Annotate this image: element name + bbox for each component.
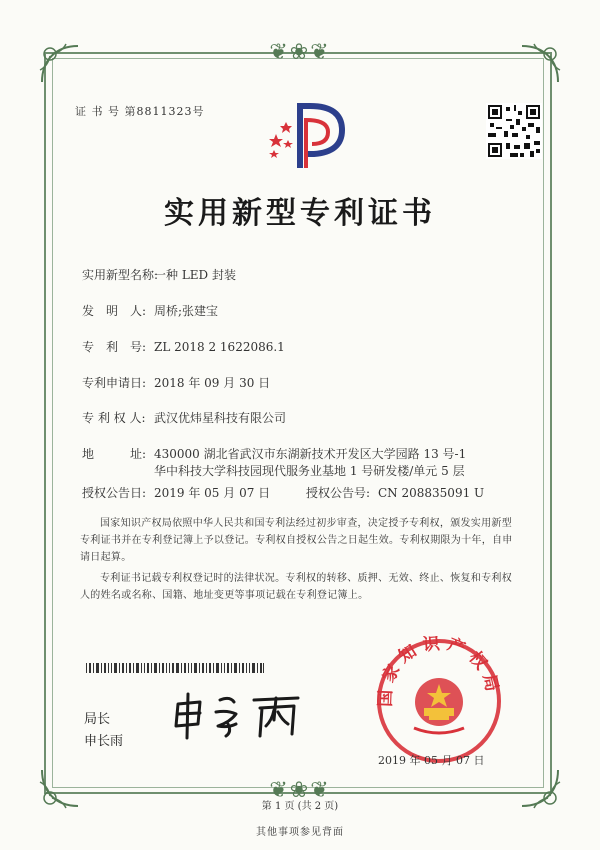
field-label: 专利申请日: xyxy=(82,376,147,390)
corner-ornament-icon xyxy=(36,40,84,88)
field-label: 专 利 权 人: xyxy=(82,411,146,425)
official-title: 局长 xyxy=(84,712,111,727)
field-value: 周桥;张建宝 xyxy=(154,304,219,318)
field-label: 发 明 人: xyxy=(82,304,147,318)
field-label: 授权公告日: xyxy=(82,486,147,500)
field-value: 一种 LED 封装 xyxy=(154,268,236,282)
field-grant-date xyxy=(82,484,270,501)
field-value: 2018 年 09 月 30 日 xyxy=(154,376,271,390)
field-label: 授权公告号: xyxy=(306,486,371,500)
official-seal-icon xyxy=(374,636,504,766)
field-value: 武汉优炜星科技有限公司 xyxy=(154,411,287,425)
seal-text: 国家知识产权局 xyxy=(375,636,503,708)
field-value: 2019 年 05 月 07 日 xyxy=(154,486,271,500)
field-label: 地 址: xyxy=(82,447,147,461)
field-value: 华中科技大学科技园现代服务业基地 1 号研发楼/单元 5 层 xyxy=(154,464,465,478)
page-number: 第 1 页 (共 2 页) xyxy=(261,801,339,812)
field-utility-model-name xyxy=(82,266,236,283)
field-value: CN 208835091 U xyxy=(378,486,485,500)
certificate-number: 证 书 号 第8811323号 xyxy=(75,105,205,118)
footer-note: 其他事项参见背面 xyxy=(256,827,344,838)
barcode-icon xyxy=(86,658,264,668)
seal-date: 2019 年 05 月 07 日 xyxy=(378,754,485,767)
field-address xyxy=(82,445,466,462)
field-value: 430000 湖北省武汉市东湖新技术开发区大学园路 13 号-1 xyxy=(154,447,467,461)
official-name: 申长雨 xyxy=(84,734,124,749)
field-label: 实用新型名称: xyxy=(82,268,159,282)
field-address-line2 xyxy=(154,462,465,479)
field-inventor xyxy=(82,302,218,319)
certificate-title: 实用新型专利证书 xyxy=(164,196,436,231)
field-label: 专 利 号: xyxy=(82,340,147,354)
field-patent-number xyxy=(82,338,285,355)
bottom-ornament-icon: ❦❀❦ xyxy=(269,778,331,803)
field-grant-number xyxy=(306,484,484,501)
field-value: ZL 2018 2 1622086.1 xyxy=(154,340,285,354)
corner-ornament-icon xyxy=(516,40,564,88)
handwritten-signature-icon xyxy=(170,690,315,740)
top-ornament-icon: ❦❀❦ xyxy=(269,40,331,65)
legal-paragraph: 专利证书记载专利权登记时的法律状况。专利权的转移、质押、无效、终止、恢复和专利权人的姓名或名称、国籍、地址变更等事项记载在专利登记簿上。 xyxy=(80,573,512,601)
field-filing-date xyxy=(82,374,270,391)
cnipa-logo-icon xyxy=(262,100,352,170)
field-patentee xyxy=(82,409,286,426)
qr-code-icon xyxy=(486,103,542,159)
legal-paragraph: 国家知识产权局依照中华人民共和国专利法经过初步审查，决定授予专利权，颁发实用新型专利证书并在专利登记簿上予以登记。专利权自授权公告之日起生效。专利权期限为十年，自申请日起算。 xyxy=(80,518,513,563)
